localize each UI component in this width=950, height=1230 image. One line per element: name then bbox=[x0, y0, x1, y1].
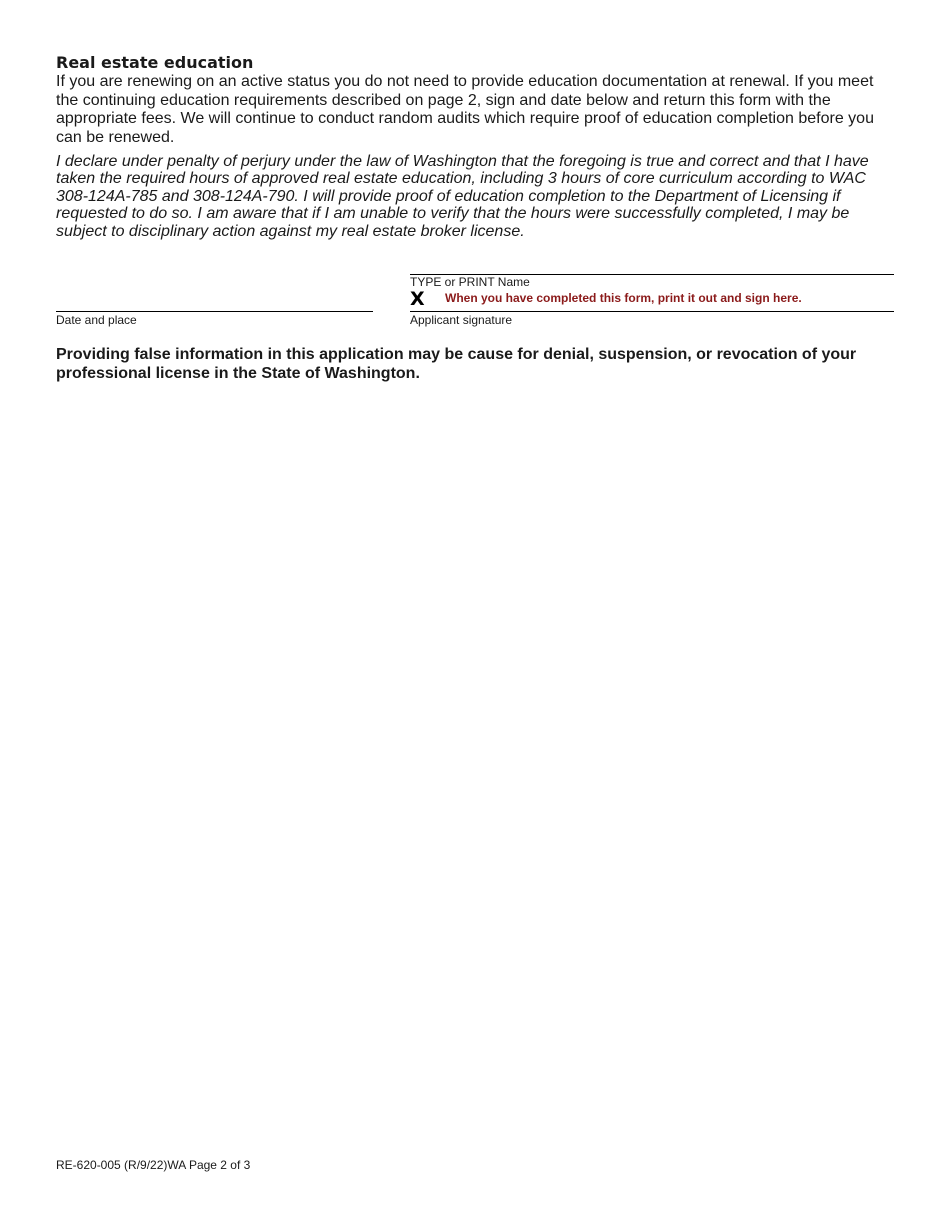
section-title: Real estate education bbox=[56, 53, 254, 72]
signature-x-mark: X bbox=[410, 288, 425, 310]
education-intro-paragraph: If you are renewing on an active status you do not need to provide education documentation at renewal. If you meet the continuing education requirements described on page 2, sign and date below and return this form with the appropriate fees. We will continue to conduct random audits which require proof of education completion before you can be renewed. bbox=[56, 73, 874, 146]
signature-label: Applicant signature bbox=[410, 313, 513, 327]
signature-line[interactable] bbox=[410, 311, 894, 312]
declaration-paragraph: I declare under penalty of perjury under the law of Washington that the foregoing is true and correct and that I have taken the required hours of approved real estate education, including 3 hours of core curriculum according to WAC 308-124A-785 and 308-124A-790. I will provide proof of education completion to the Department of Licensing if requested to do so. I am aware that if I am unable to verify that the hours were successfully completed, I may be subject to disciplinary action against my real estate broker license. bbox=[56, 153, 869, 240]
sign-here-note: When you have completed this form, print it out and sign here. bbox=[445, 291, 802, 305]
date-place-label: Date and place bbox=[56, 313, 137, 327]
name-label: TYPE or PRINT Name bbox=[410, 275, 530, 289]
form-footer: RE-620-005 (R/9/22)WA Page 2 of 3 bbox=[56, 1158, 251, 1172]
false-information-warning: Providing false information in this application may be cause for denial, suspension, or revocation of your professional license in the State of Washington. bbox=[56, 346, 857, 382]
date-place-line[interactable] bbox=[56, 311, 373, 312]
